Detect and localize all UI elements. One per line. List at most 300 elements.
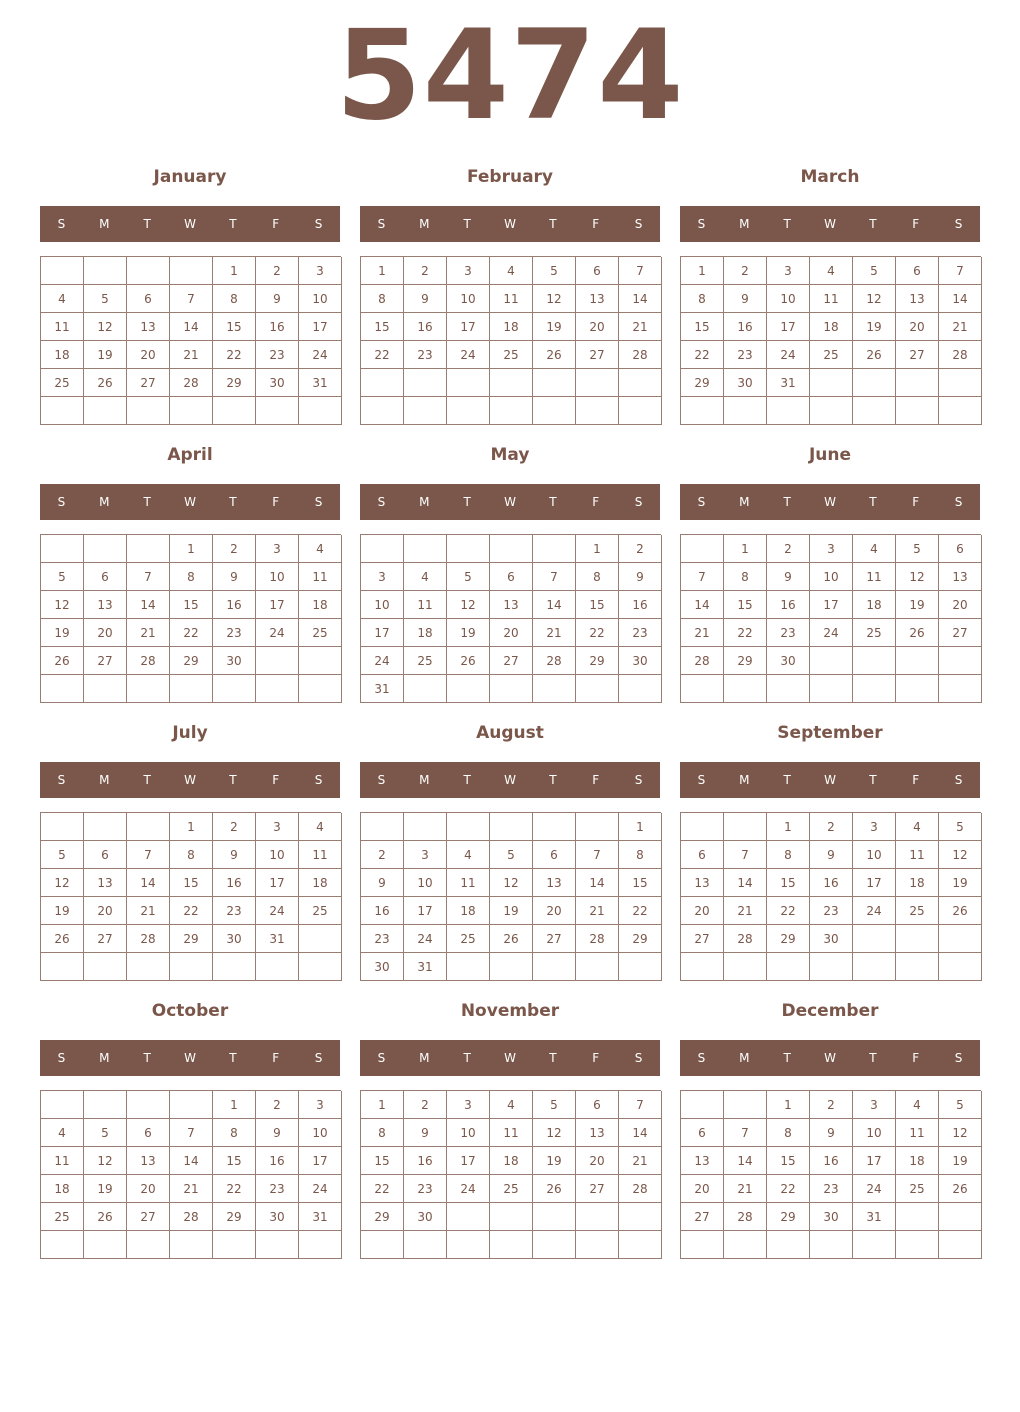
- day-cell: 5: [896, 535, 939, 563]
- empty-day-cell: [84, 535, 127, 563]
- day-cell: 29: [170, 925, 213, 953]
- day-cell: 29: [767, 1203, 810, 1231]
- day-cell: 12: [490, 869, 533, 897]
- day-cell: 7: [127, 841, 170, 869]
- weekday-label: S: [634, 217, 643, 231]
- day-cell: 25: [41, 1203, 84, 1231]
- empty-day-cell: [490, 675, 533, 703]
- day-cell: 5: [939, 813, 982, 841]
- weekday-label: S: [634, 495, 643, 509]
- weekday-label: W: [824, 773, 836, 787]
- day-cell: 14: [619, 285, 662, 313]
- day-cell: 3: [853, 813, 896, 841]
- day-cell: 22: [619, 897, 662, 925]
- empty-day-cell: [576, 1203, 619, 1231]
- day-cell: 15: [213, 1147, 256, 1175]
- day-cell: 26: [41, 925, 84, 953]
- weekday-label: S: [314, 773, 323, 787]
- day-grid: [680, 1090, 981, 1259]
- day-cell: 8: [361, 1119, 404, 1147]
- day-cell: 9: [404, 1119, 447, 1147]
- month-name: March: [800, 167, 860, 187]
- empty-day-cell: [896, 647, 939, 675]
- day-cell: 6: [127, 1119, 170, 1147]
- weekday-label: W: [184, 1051, 196, 1065]
- day-cell: 18: [299, 869, 342, 897]
- day-cell: 23: [810, 1175, 853, 1203]
- month-name: January: [153, 167, 227, 187]
- day-cell: 21: [724, 1175, 767, 1203]
- day-cell: 8: [170, 841, 213, 869]
- day-cell: 19: [84, 341, 127, 369]
- day-cell: 25: [896, 1175, 939, 1203]
- day-cell: 11: [299, 563, 342, 591]
- day-cell: 24: [767, 341, 810, 369]
- day-cell: 1: [619, 813, 662, 841]
- weekday-label: S: [697, 773, 706, 787]
- day-cell: 3: [404, 841, 447, 869]
- weekday-label: F: [272, 1051, 280, 1065]
- day-cell: 21: [127, 619, 170, 647]
- day-cell: 13: [681, 1147, 724, 1175]
- weekday-label: F: [272, 773, 280, 787]
- empty-day-cell: [939, 397, 982, 425]
- day-cell: 17: [447, 1147, 490, 1175]
- empty-day-cell: [896, 369, 939, 397]
- weekday-label: T: [869, 1051, 877, 1065]
- day-cell: 20: [896, 313, 939, 341]
- empty-day-cell: [361, 397, 404, 425]
- empty-day-cell: [533, 397, 576, 425]
- year-title: 5474: [335, 4, 685, 148]
- empty-day-cell: [681, 813, 724, 841]
- day-cell: 1: [361, 1091, 404, 1119]
- weekday-label: T: [869, 217, 877, 231]
- day-cell: 30: [213, 925, 256, 953]
- day-cell: 30: [256, 1203, 299, 1231]
- empty-day-cell: [170, 1231, 213, 1259]
- day-cell: 10: [361, 591, 404, 619]
- weekday-label: F: [592, 1051, 600, 1065]
- day-cell: 10: [404, 869, 447, 897]
- day-cell: 15: [170, 869, 213, 897]
- day-cell: 7: [681, 563, 724, 591]
- day-cell: 15: [681, 313, 724, 341]
- day-cell: 18: [490, 1147, 533, 1175]
- day-cell: 12: [939, 1119, 982, 1147]
- empty-day-cell: [767, 675, 810, 703]
- empty-day-cell: [681, 675, 724, 703]
- empty-day-cell: [256, 1231, 299, 1259]
- month-february: [360, 160, 660, 422]
- day-cell: 17: [256, 591, 299, 619]
- empty-day-cell: [724, 813, 767, 841]
- day-cell: 13: [576, 1119, 619, 1147]
- day-cell: 16: [256, 1147, 299, 1175]
- day-cell: 27: [84, 647, 127, 675]
- day-cell: 15: [767, 1147, 810, 1175]
- day-cell: 3: [299, 1091, 342, 1119]
- empty-day-cell: [619, 397, 662, 425]
- empty-day-cell: [939, 953, 982, 981]
- day-cell: 5: [41, 841, 84, 869]
- day-cell: 28: [576, 925, 619, 953]
- day-cell: 2: [256, 257, 299, 285]
- empty-day-cell: [810, 397, 853, 425]
- day-cell: 8: [576, 563, 619, 591]
- day-cell: 16: [213, 869, 256, 897]
- day-cell: 6: [84, 841, 127, 869]
- day-cell: 22: [170, 897, 213, 925]
- weekday-header: [40, 484, 340, 520]
- day-cell: 4: [41, 285, 84, 313]
- day-cell: 29: [213, 369, 256, 397]
- empty-day-cell: [490, 813, 533, 841]
- day-cell: 20: [84, 619, 127, 647]
- day-cell: 24: [361, 647, 404, 675]
- day-cell: 16: [404, 313, 447, 341]
- empty-day-cell: [361, 1231, 404, 1259]
- empty-day-cell: [853, 1231, 896, 1259]
- day-cell: 1: [767, 1091, 810, 1119]
- day-cell: 8: [213, 285, 256, 313]
- day-cell: 1: [213, 1091, 256, 1119]
- day-cell: 16: [361, 897, 404, 925]
- day-cell: 12: [84, 1147, 127, 1175]
- day-cell: 25: [896, 897, 939, 925]
- day-cell: 28: [127, 925, 170, 953]
- weekday-label: S: [314, 1051, 323, 1065]
- empty-day-cell: [533, 535, 576, 563]
- empty-day-cell: [41, 535, 84, 563]
- day-cell: 28: [170, 1203, 213, 1231]
- weekday-label: W: [824, 495, 836, 509]
- month-name: November: [460, 1001, 560, 1021]
- day-cell: 23: [810, 897, 853, 925]
- day-cell: 5: [447, 563, 490, 591]
- day-cell: 12: [853, 285, 896, 313]
- weekday-label: F: [912, 1051, 920, 1065]
- day-cell: 24: [810, 619, 853, 647]
- day-grid: [360, 534, 661, 703]
- empty-day-cell: [299, 397, 342, 425]
- day-cell: 20: [127, 341, 170, 369]
- day-cell: 22: [361, 341, 404, 369]
- weekday-label: F: [272, 495, 280, 509]
- day-cell: 15: [213, 313, 256, 341]
- day-cell: 6: [681, 1119, 724, 1147]
- empty-day-cell: [490, 535, 533, 563]
- day-cell: 29: [619, 925, 662, 953]
- empty-day-cell: [447, 369, 490, 397]
- day-cell: 17: [256, 869, 299, 897]
- day-cell: 17: [447, 313, 490, 341]
- empty-day-cell: [213, 1231, 256, 1259]
- weekday-label: M: [99, 1051, 110, 1065]
- day-cell: 15: [767, 869, 810, 897]
- empty-day-cell: [84, 675, 127, 703]
- day-cell: 7: [619, 1091, 662, 1119]
- day-cell: 31: [767, 369, 810, 397]
- day-cell: 20: [576, 313, 619, 341]
- day-cell: 1: [361, 257, 404, 285]
- weekday-label: M: [419, 773, 430, 787]
- empty-day-cell: [810, 953, 853, 981]
- weekday-label: W: [504, 773, 516, 787]
- day-cell: 11: [490, 1119, 533, 1147]
- weekday-header: [680, 1040, 980, 1076]
- day-cell: 3: [361, 563, 404, 591]
- empty-day-cell: [490, 953, 533, 981]
- empty-day-cell: [127, 953, 170, 981]
- day-cell: 18: [490, 313, 533, 341]
- day-cell: 29: [576, 647, 619, 675]
- day-cell: 7: [170, 285, 213, 313]
- empty-day-cell: [256, 953, 299, 981]
- day-cell: 18: [41, 1175, 84, 1203]
- empty-day-cell: [896, 953, 939, 981]
- day-cell: 25: [404, 647, 447, 675]
- empty-day-cell: [170, 953, 213, 981]
- day-cell: 17: [404, 897, 447, 925]
- empty-day-cell: [896, 397, 939, 425]
- empty-day-cell: [939, 1203, 982, 1231]
- weekday-label: T: [229, 1051, 237, 1065]
- day-cell: 14: [576, 869, 619, 897]
- day-cell: 30: [810, 925, 853, 953]
- weekday-header: [680, 762, 980, 798]
- day-cell: 10: [299, 285, 342, 313]
- day-cell: 3: [853, 1091, 896, 1119]
- day-cell: 8: [170, 563, 213, 591]
- day-cell: 4: [404, 563, 447, 591]
- day-cell: 2: [767, 535, 810, 563]
- day-cell: 27: [896, 341, 939, 369]
- empty-day-cell: [127, 813, 170, 841]
- weekday-label: T: [783, 217, 791, 231]
- day-cell: 19: [84, 1175, 127, 1203]
- weekday-label: F: [272, 217, 280, 231]
- day-cell: 13: [896, 285, 939, 313]
- weekday-label: S: [697, 495, 706, 509]
- day-cell: 23: [619, 619, 662, 647]
- day-cell: 31: [361, 675, 404, 703]
- weekday-label: S: [634, 773, 643, 787]
- day-cell: 26: [853, 341, 896, 369]
- weekday-label: W: [184, 495, 196, 509]
- empty-day-cell: [84, 1231, 127, 1259]
- day-cell: 23: [213, 619, 256, 647]
- day-cell: 18: [896, 1147, 939, 1175]
- empty-day-cell: [681, 1231, 724, 1259]
- empty-day-cell: [84, 397, 127, 425]
- day-cell: 17: [810, 591, 853, 619]
- day-cell: 6: [896, 257, 939, 285]
- weekday-label: M: [739, 1051, 750, 1065]
- day-cell: 24: [853, 897, 896, 925]
- day-cell: 18: [810, 313, 853, 341]
- empty-day-cell: [810, 369, 853, 397]
- day-cell: 22: [576, 619, 619, 647]
- day-cell: 25: [810, 341, 853, 369]
- day-cell: 26: [490, 925, 533, 953]
- day-cell: 27: [576, 341, 619, 369]
- weekday-label: S: [697, 217, 706, 231]
- day-grid: [40, 256, 341, 425]
- day-cell: 24: [447, 341, 490, 369]
- day-cell: 20: [681, 897, 724, 925]
- empty-day-cell: [533, 1231, 576, 1259]
- weekday-label: S: [57, 773, 66, 787]
- empty-day-cell: [127, 257, 170, 285]
- month-november: [360, 994, 660, 1256]
- day-cell: 18: [896, 869, 939, 897]
- day-cell: 21: [681, 619, 724, 647]
- day-cell: 27: [490, 647, 533, 675]
- day-cell: 2: [256, 1091, 299, 1119]
- empty-day-cell: [810, 647, 853, 675]
- day-cell: 1: [170, 813, 213, 841]
- day-cell: 31: [299, 369, 342, 397]
- day-cell: 23: [361, 925, 404, 953]
- month-march: [680, 160, 980, 422]
- day-cell: 20: [490, 619, 533, 647]
- day-cell: 2: [724, 257, 767, 285]
- day-grid: [360, 1090, 661, 1259]
- day-cell: 10: [853, 841, 896, 869]
- empty-day-cell: [853, 953, 896, 981]
- empty-day-cell: [767, 1231, 810, 1259]
- month-name: July: [172, 723, 208, 743]
- day-cell: 2: [810, 813, 853, 841]
- day-cell: 20: [576, 1147, 619, 1175]
- weekday-label: W: [504, 217, 516, 231]
- day-cell: 18: [299, 591, 342, 619]
- day-cell: 25: [299, 619, 342, 647]
- day-cell: 30: [361, 953, 404, 981]
- day-cell: 7: [724, 841, 767, 869]
- empty-day-cell: [619, 1231, 662, 1259]
- day-cell: 12: [896, 563, 939, 591]
- empty-day-cell: [361, 813, 404, 841]
- empty-day-cell: [213, 675, 256, 703]
- day-cell: 23: [256, 341, 299, 369]
- weekday-label: T: [549, 1051, 557, 1065]
- day-cell: 21: [170, 341, 213, 369]
- day-cell: 12: [41, 869, 84, 897]
- day-cell: 23: [404, 1175, 447, 1203]
- day-cell: 24: [404, 925, 447, 953]
- day-cell: 21: [939, 313, 982, 341]
- day-cell: 10: [447, 1119, 490, 1147]
- day-cell: 20: [84, 897, 127, 925]
- weekday-header: [40, 762, 340, 798]
- empty-day-cell: [41, 257, 84, 285]
- empty-day-cell: [447, 535, 490, 563]
- weekday-label: T: [783, 495, 791, 509]
- weekday-label: M: [419, 1051, 430, 1065]
- day-cell: 21: [619, 1147, 662, 1175]
- day-cell: 10: [299, 1119, 342, 1147]
- weekday-label: F: [912, 217, 920, 231]
- weekday-label: W: [504, 1051, 516, 1065]
- day-cell: 7: [939, 257, 982, 285]
- day-cell: 31: [299, 1203, 342, 1231]
- empty-day-cell: [84, 1091, 127, 1119]
- day-cell: 13: [576, 285, 619, 313]
- empty-day-cell: [533, 953, 576, 981]
- month-january: [40, 160, 340, 422]
- day-cell: 4: [41, 1119, 84, 1147]
- day-cell: 30: [213, 647, 256, 675]
- day-cell: 26: [84, 369, 127, 397]
- day-grid: [680, 534, 981, 703]
- day-grid: [40, 1090, 341, 1259]
- day-cell: 10: [853, 1119, 896, 1147]
- day-cell: 9: [404, 285, 447, 313]
- day-cell: 14: [724, 1147, 767, 1175]
- empty-day-cell: [576, 675, 619, 703]
- day-cell: 30: [404, 1203, 447, 1231]
- day-cell: 10: [256, 563, 299, 591]
- day-cell: 19: [853, 313, 896, 341]
- weekday-label: W: [824, 217, 836, 231]
- day-grid: [680, 256, 981, 425]
- month-april: [40, 438, 340, 700]
- empty-day-cell: [299, 675, 342, 703]
- day-cell: 24: [299, 1175, 342, 1203]
- weekday-label: M: [739, 495, 750, 509]
- weekday-label: S: [377, 1051, 386, 1065]
- day-cell: 7: [533, 563, 576, 591]
- weekday-label: M: [99, 217, 110, 231]
- weekday-label: T: [463, 1051, 471, 1065]
- day-cell: 25: [490, 341, 533, 369]
- day-cell: 6: [681, 841, 724, 869]
- weekday-label: S: [954, 1051, 963, 1065]
- day-cell: 4: [490, 1091, 533, 1119]
- day-cell: 23: [256, 1175, 299, 1203]
- empty-day-cell: [724, 1091, 767, 1119]
- day-cell: 6: [84, 563, 127, 591]
- day-cell: 5: [533, 1091, 576, 1119]
- day-cell: 25: [299, 897, 342, 925]
- day-cell: 9: [213, 841, 256, 869]
- empty-day-cell: [619, 953, 662, 981]
- weekday-label: T: [463, 217, 471, 231]
- day-cell: 15: [361, 1147, 404, 1175]
- day-cell: 12: [533, 1119, 576, 1147]
- weekday-label: T: [869, 495, 877, 509]
- day-cell: 22: [213, 341, 256, 369]
- month-name: April: [167, 445, 213, 465]
- day-cell: 11: [490, 285, 533, 313]
- day-cell: 9: [810, 1119, 853, 1147]
- day-cell: 19: [41, 619, 84, 647]
- day-cell: 2: [213, 813, 256, 841]
- day-cell: 25: [41, 369, 84, 397]
- day-cell: 5: [939, 1091, 982, 1119]
- day-cell: 27: [533, 925, 576, 953]
- month-name: May: [490, 445, 530, 465]
- day-cell: 14: [127, 591, 170, 619]
- weekday-header: [40, 206, 340, 242]
- empty-day-cell: [681, 1091, 724, 1119]
- day-cell: 31: [853, 1203, 896, 1231]
- day-cell: 9: [256, 285, 299, 313]
- empty-day-cell: [41, 397, 84, 425]
- day-cell: 19: [490, 897, 533, 925]
